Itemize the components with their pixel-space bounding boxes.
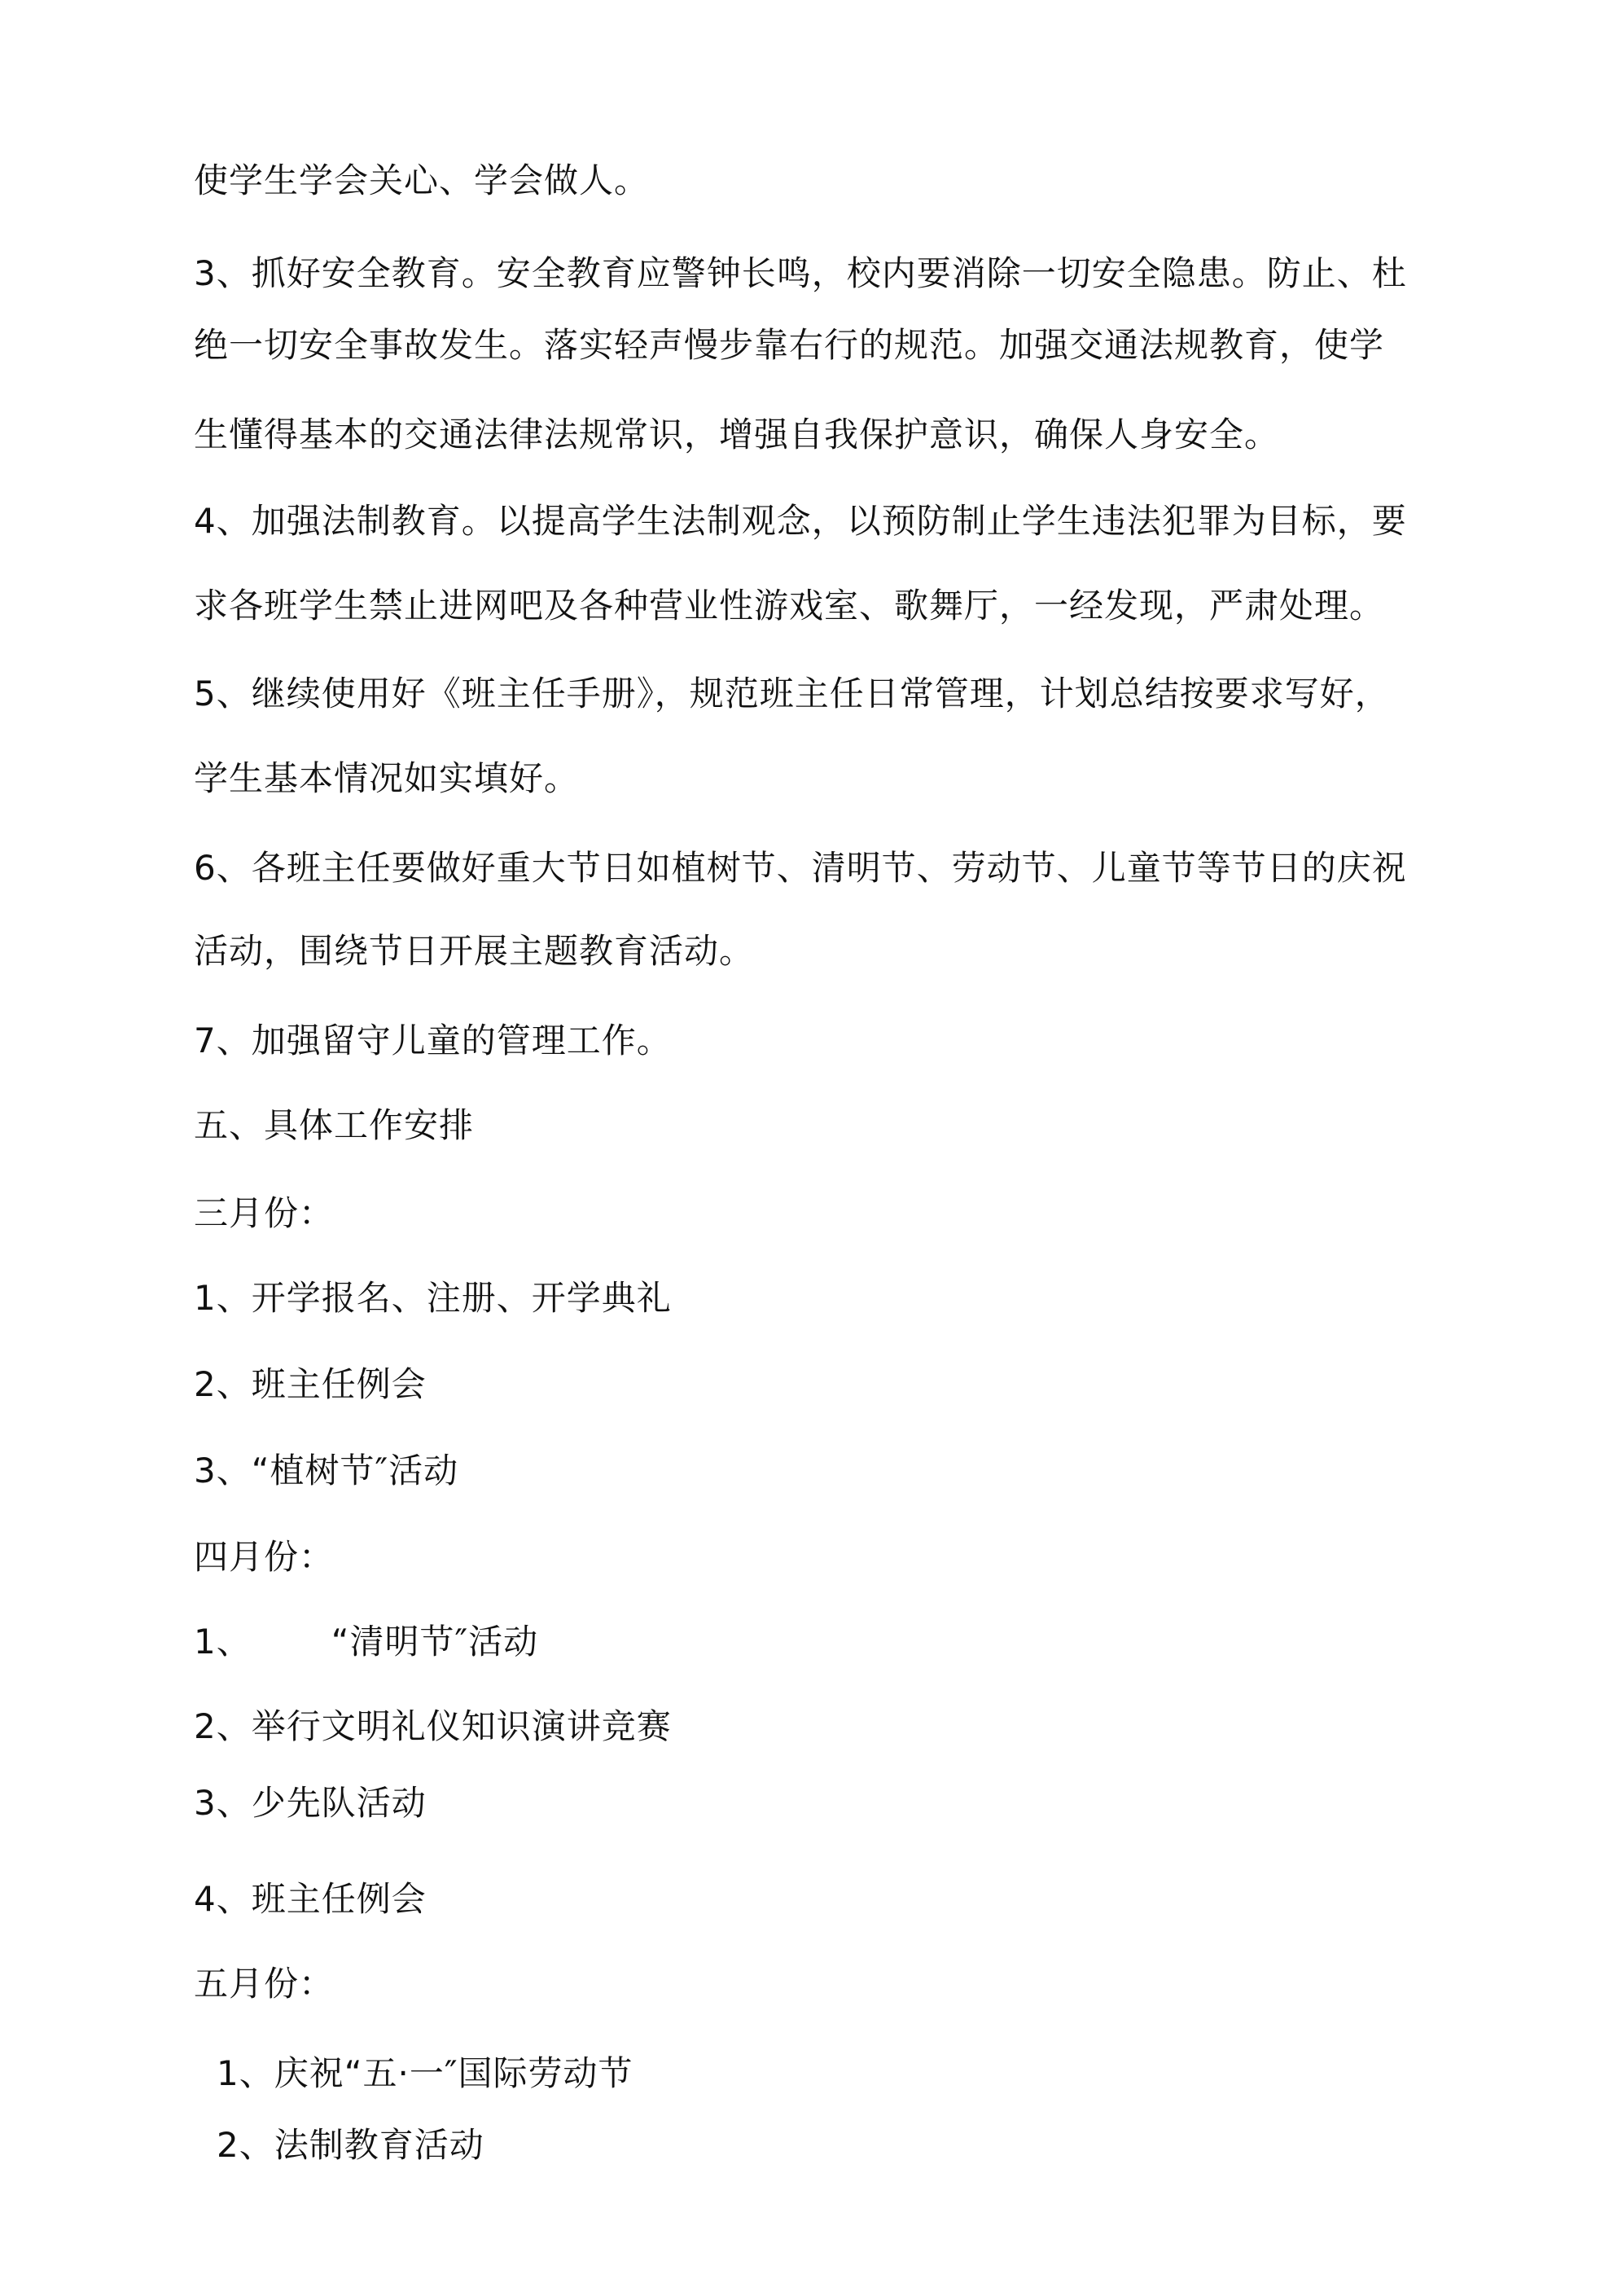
- list-item-number: 1、: [194, 1622, 252, 1662]
- paragraph-line: 绝一切安全事故发生。落实轻声慢步靠右行的规范。加强交通法规教育，使学: [194, 325, 1385, 365]
- list-item: 2、举行文明礼仪知识演讲竞赛: [194, 1706, 672, 1746]
- list-item: 1、庆祝“五·一″国际劳动节: [217, 2053, 633, 2093]
- month-heading: 四月份：: [194, 1537, 335, 1577]
- paragraph-line: 7、加强留守儿童的管理工作。: [194, 1021, 672, 1060]
- month-heading: 五月份：: [194, 1964, 335, 2004]
- paragraph-line: 6、各班主任要做好重大节日如植树节、清明节、劳动节、儿童节等节日的庆祝: [194, 848, 1407, 888]
- list-item: 2、班主任例会: [194, 1364, 427, 1404]
- paragraph-line: 学生基本情况如实填好。: [194, 758, 580, 798]
- paragraph-line: 5、继续使用好《班主任手册》，规范班主任日常管理，计划总结按要求写好，: [194, 674, 1390, 713]
- paragraph-line: 求各班学生禁止进网吧及各种营业性游戏室、歌舞厅，一经发现，严肃处理。: [194, 586, 1385, 626]
- paragraph-line: 生懂得基本的交通法律法规常识，增强自我保护意识，确保人身安全。: [194, 415, 1280, 454]
- list-item: 2、法制教育活动: [217, 2125, 484, 2165]
- paragraph-line: 3、抓好安全教育。安全教育应警钟长鸣，校内要消除一切安全隐患。防止、杜: [194, 253, 1407, 293]
- month-heading: 三月份：: [194, 1193, 335, 1233]
- paragraph-line: 使学生学会关心、学会做人。: [194, 160, 650, 200]
- list-item-text: “清明节″活动: [331, 1622, 539, 1662]
- list-item: [194, 1621, 538, 1663]
- list-item: 1、开学报名、注册、开学典礼: [194, 1278, 672, 1318]
- paragraph-line: 4、加强法制教育。以提高学生法制观念，以预防制止学生违法犯罪为目标，要: [194, 501, 1407, 541]
- list-item: 4、班主任例会: [194, 1879, 427, 1919]
- list-item: 3、“植树节″活动: [194, 1451, 459, 1490]
- paragraph-line: 活动，围绕节日开展主题教育活动。: [194, 931, 755, 971]
- section-heading: 五、具体工作安排: [194, 1105, 475, 1145]
- list-item: 3、少先队活动: [194, 1783, 427, 1823]
